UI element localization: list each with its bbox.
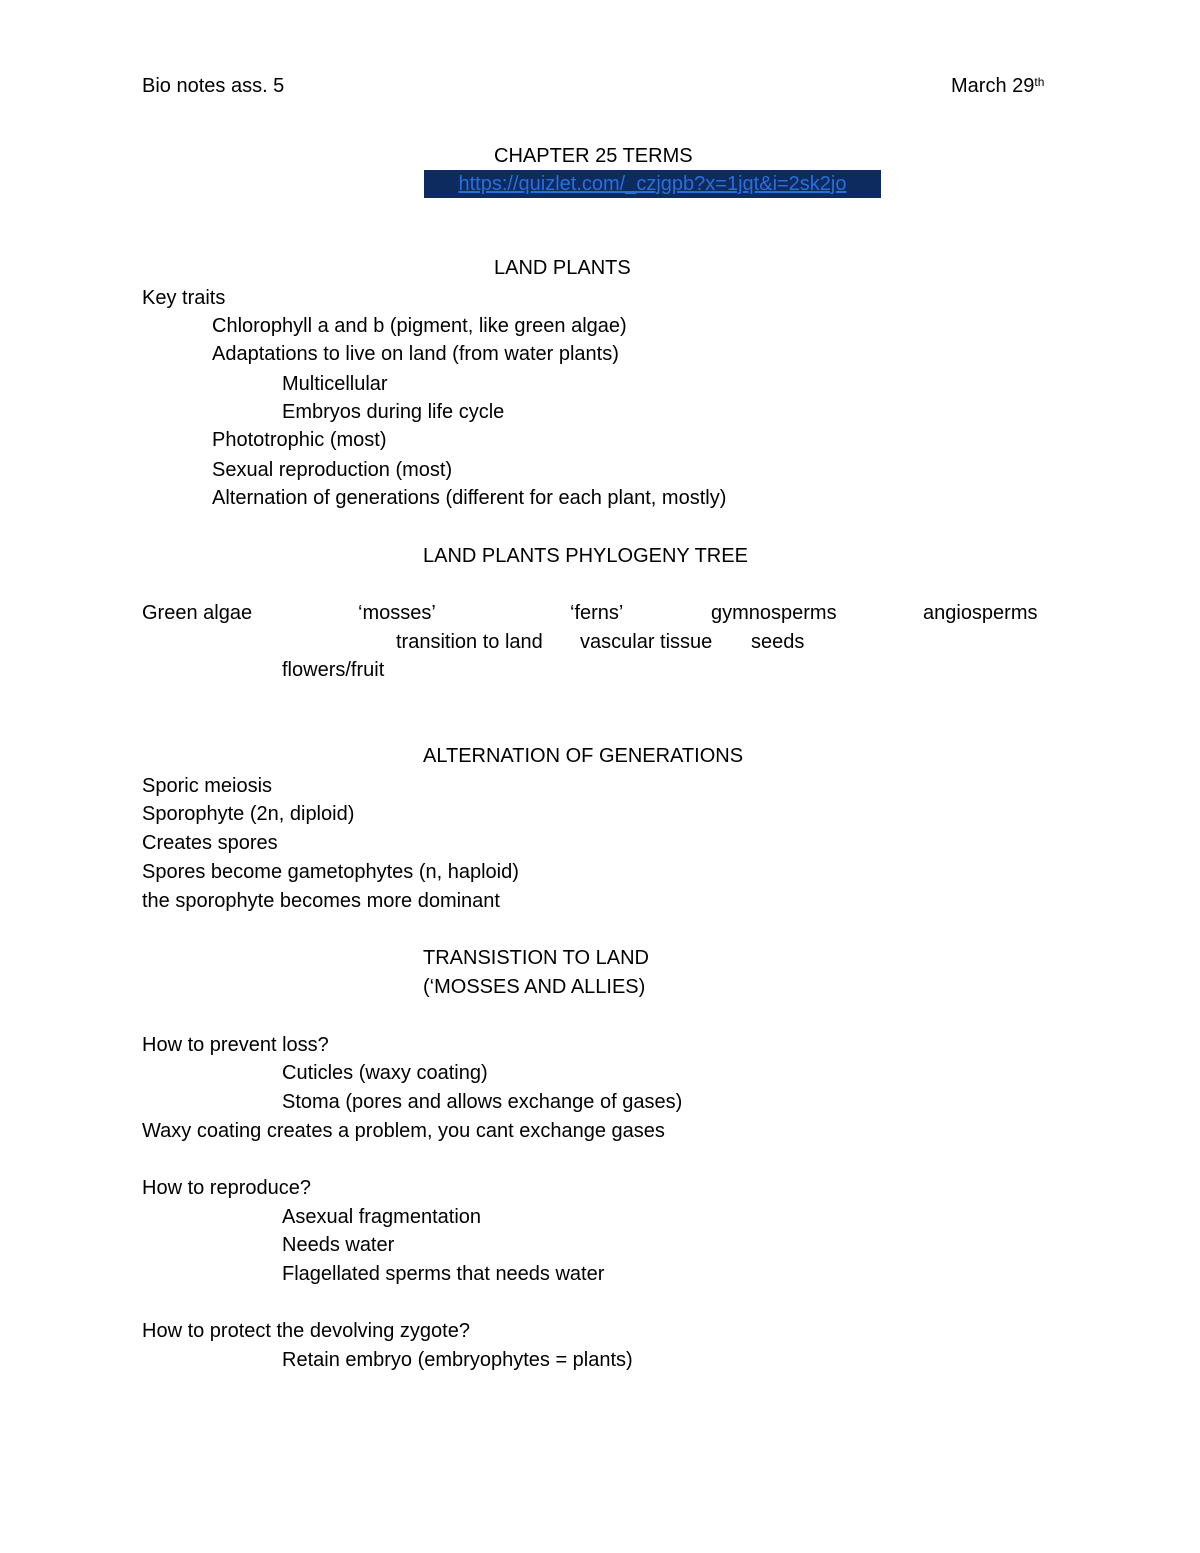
- phylogeny-trait: vascular tissue: [580, 631, 713, 653]
- chapter-heading: CHAPTER 25 TERMS: [494, 145, 693, 167]
- alternation-line: Spores become gametophytes (n, haploid): [142, 861, 519, 883]
- answer-item: Needs water: [282, 1234, 395, 1256]
- trait-item: Adaptations to live on land (from water plants): [212, 343, 619, 365]
- trait-item: Phototrophic (most): [212, 429, 387, 451]
- alternation-line: Sporophyte (2n, diploid): [142, 803, 355, 825]
- alternation-heading: ALTERNATION OF GENERATIONS: [423, 745, 744, 767]
- quizlet-link[interactable]: https://quizlet.com/_czjgpb?x=1jqt&i=2sk2jo: [424, 170, 881, 198]
- waxy-note: Waxy coating creates a problem, you cant exchange gases: [142, 1120, 665, 1142]
- phylogeny-group: gymnosperms: [711, 602, 837, 624]
- alternation-line: Sporic meiosis: [142, 775, 273, 797]
- phylogeny-group: ‘ferns’: [570, 602, 624, 624]
- document-date: [951, 74, 1044, 98]
- document-title: Bio notes ass. 5: [142, 75, 285, 97]
- transition-subheading: (‘MOSSES AND ALLIES): [423, 976, 646, 998]
- phylogeny-trait: transition to land: [396, 631, 543, 653]
- phylogeny-heading: LAND PLANTS PHYLOGENY TREE: [423, 545, 748, 567]
- alternation-line: Creates spores: [142, 832, 278, 854]
- question-protect-zygote: How to protect the devolving zygote?: [142, 1320, 470, 1342]
- trait-item: Sexual reproduction (most): [212, 459, 453, 481]
- land-plants-heading: LAND PLANTS: [494, 257, 631, 279]
- phylogeny-group: ‘mosses’: [358, 602, 436, 624]
- question-prevent-loss: How to prevent loss?: [142, 1034, 329, 1056]
- date-suffix: th: [1034, 75, 1045, 89]
- phylogeny-group: angiosperms: [923, 602, 1038, 624]
- alternation-line: the sporophyte becomes more dominant: [142, 890, 500, 912]
- phylogeny-trait: flowers/fruit: [282, 659, 385, 681]
- answer-item: Retain embryo (embryophytes = plants): [282, 1349, 633, 1371]
- date-text: March 29: [951, 75, 1035, 97]
- answer-item: Flagellated sperms that needs water: [282, 1263, 605, 1285]
- trait-subitem: Embryos during life cycle: [282, 401, 505, 423]
- question-reproduce: How to reproduce?: [142, 1177, 311, 1199]
- phylogeny-group: Green algae: [142, 602, 253, 624]
- transition-heading: TRANSISTION TO LAND: [423, 947, 649, 969]
- key-traits-label: Key traits: [142, 287, 226, 309]
- trait-item: Alternation of generations (different for each plant, mostly): [212, 487, 727, 509]
- answer-item: Asexual fragmentation: [282, 1206, 482, 1228]
- trait-subitem: Multicellular: [282, 373, 388, 395]
- trait-item: Chlorophyll a and b (pigment, like green algae): [212, 315, 627, 337]
- answer-item: Stoma (pores and allows exchange of gases): [282, 1091, 683, 1113]
- phylogeny-trait: seeds: [751, 631, 805, 653]
- answer-item: Cuticles (waxy coating): [282, 1062, 488, 1084]
